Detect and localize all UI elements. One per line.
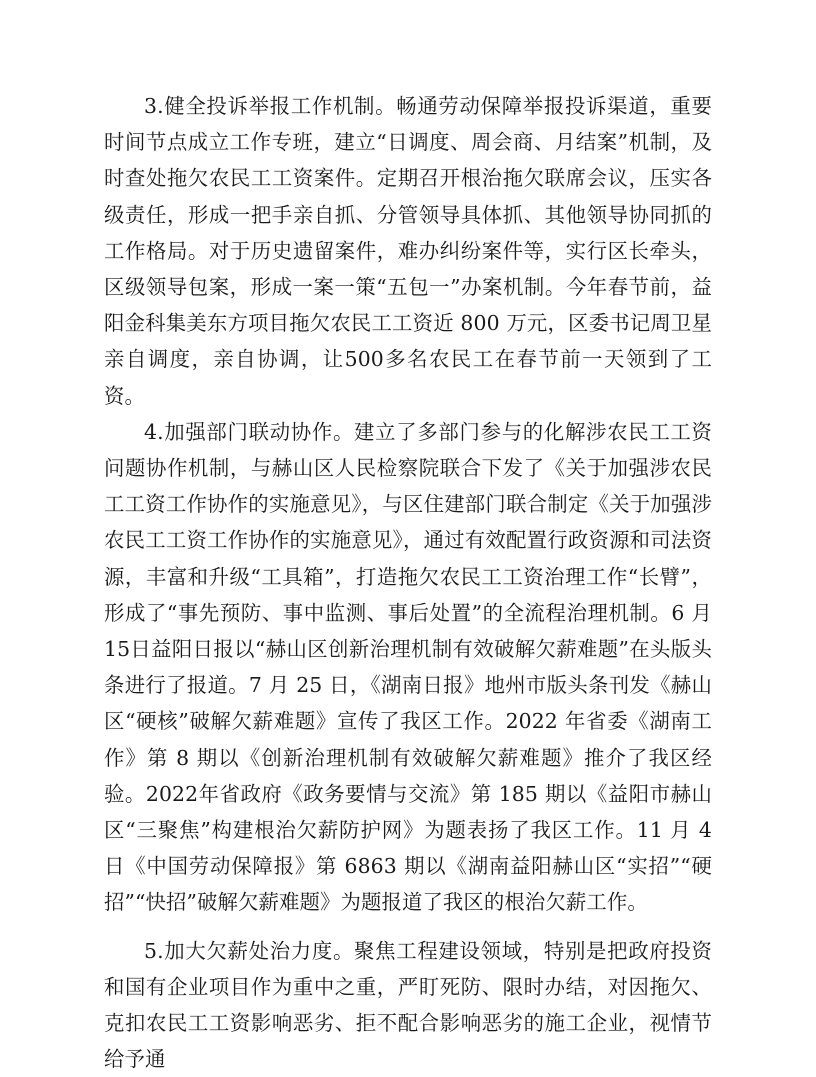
paragraph-wage-enforcement: 5.加大欠薪处治力度。聚焦工程建设领域，特别是把政府投资和国有企业项目作为重中之重，严盯死防、限时办结，对因拖欠、克扣农民工工资影响恶劣、拒不配合影响恶劣的施工企业，视情节给予通 [104,938,712,1072]
paragraph-department-coordination: 4.加强部门联动协作。建立了多部门参与的化解涉农民工工资问题协作机制，与赫山区人民检察院联合下发了《关于加强涉农民工工资工作协作的实施意见》，与区住建部门联合制定《关于加强涉农民工工资工作协作的实施意见》，通过有效配置行政资源和司法资源，丰富和升级“工具箱”，打造拖欠农民工工资治理工作“长臂”，形成了“事先预防、事中监测、事后处置”的全流程治理机制。6 月 15日益阳日报以“赫山区创新治理机制有效破解欠薪难题”在头版头条进行了报道。7 月 25 日，《湖南日报》地州市版头条刊发《赫山区“硬核”破解欠薪难题》宣传了我区工作。2022 年省委《湖南工作》第 8 期以《创新治理机制有效破解欠薪难题》推介了我区经验。2022年省政府《政务要情与交流》第 185 期以《益阳市赫山区“三聚焦”构建根治欠薪防护网》为题表扬了我区工作。11 月 4 日《中国劳动保障报》第 6863 期以《湖南益阳赫山区“实招”“硬招”“快招”破解欠薪难题》为题报道了我区的根治欠薪工作。 [104,419,712,915]
paragraph-complaint-mechanism: 3.健全投诉举报工作机制。畅通劳动保障举报投诉渠道，重要时间节点成立工作专班，建立“日调度、周会商、月结案”机制，及时查处拖欠农民工工资案件。定期召开根治拖欠联席会议，压实各级责任，形成一把手亲自抓、分管领导具体抓、其他领导协同抓的工作格局。对于历史遗留案件，难办纠纷案件等，实行区长牵头，区级领导包案，形成一案一策“五包一”办案机制。今年春节前，益阳金科集美东方项目拖欠农民工工资近 800 万元，区委书记周卫星亲自调度，亲自协调，让500多名农民工在春节前一天领到了工资。 [104,94,712,408]
document-page [104,88,712,1077]
